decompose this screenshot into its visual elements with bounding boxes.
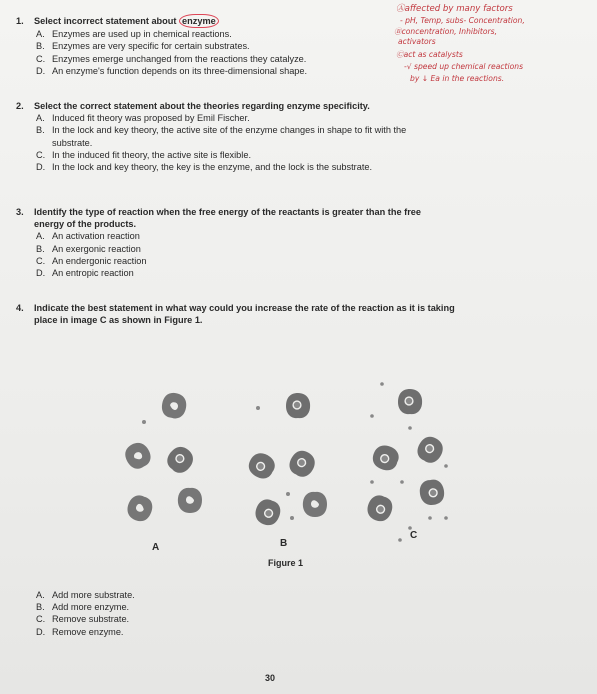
enzyme-group-b	[245, 393, 327, 528]
page-number: 30	[265, 673, 276, 683]
option[interactable]	[16, 589, 135, 601]
enzyme-substrate-complex	[370, 442, 402, 473]
handwritten-note: - pH, Temp, subs- Concentration,	[400, 16, 525, 25]
option-text: Enzymes are very specific for certain substrates.	[52, 41, 250, 52]
stem-text: Select incorrect statement about	[34, 16, 177, 26]
enzyme-substrate-complex	[414, 433, 448, 467]
question-4	[16, 302, 455, 326]
figure-label-c: C	[410, 530, 418, 541]
option-letter: D.	[36, 268, 46, 279]
question-4-stem	[16, 302, 455, 314]
enzyme-substrate-complex	[286, 393, 310, 418]
option[interactable]	[16, 65, 307, 77]
option-text: Enzymes are used up in chemical reactions.	[52, 29, 232, 40]
option[interactable]	[16, 149, 406, 161]
option-letter: C.	[36, 149, 46, 160]
option-letter: B.	[36, 243, 45, 254]
handwritten-note: activators	[398, 37, 436, 46]
option-letter: D.	[36, 65, 46, 76]
option-text: Remove enzyme.	[52, 626, 124, 637]
option-letter: D.	[36, 626, 46, 637]
option-text: Add more substrate.	[52, 590, 135, 600]
option-text: In the lock and key theory, the active site of the enzyme changes in shape to fit with the	[52, 125, 407, 136]
question-1-stem	[16, 14, 307, 28]
enzyme-substrate-complex	[252, 496, 283, 528]
option-text: substrate.	[52, 137, 93, 148]
figure-caption: Figure 1	[268, 558, 304, 568]
substrate-dot	[290, 516, 294, 520]
option[interactable]	[16, 267, 421, 279]
option-text: An activation reaction	[52, 231, 140, 242]
option-letter: A.	[36, 231, 45, 242]
option[interactable]	[16, 40, 307, 52]
question-3	[16, 206, 421, 279]
option-text: An entropic reaction	[52, 268, 134, 279]
substrate-dot	[400, 480, 404, 484]
option-letter: B.	[36, 602, 45, 613]
option-text: Add more enzyme.	[52, 602, 130, 613]
handwritten-note: -√ speed up chemical reactions	[404, 62, 524, 71]
enzyme-substrate-complex	[418, 478, 446, 507]
option-letter: A.	[36, 590, 45, 600]
enzyme-shape	[121, 439, 155, 473]
option[interactable]	[16, 124, 406, 136]
question-2	[16, 100, 406, 173]
enzyme-shape	[160, 391, 188, 420]
option[interactable]	[16, 243, 421, 255]
question-1	[16, 14, 307, 77]
enzyme-substrate-complex	[245, 449, 279, 483]
option-text: Remove substrate.	[52, 614, 130, 625]
substrate-dot	[142, 420, 146, 424]
stem-text: Select the correct statement about the theories regarding enzyme specificity.	[34, 101, 370, 111]
option-letter: C.	[36, 255, 46, 266]
option[interactable]	[16, 626, 135, 638]
option-letter: A.	[36, 29, 45, 40]
question-3-stem-cont: energy of the products.	[34, 219, 137, 230]
option[interactable]	[16, 601, 135, 613]
question-number: 1.	[16, 16, 24, 26]
enzyme-substrate-complex	[163, 442, 198, 477]
enzyme-group-a	[121, 391, 202, 524]
substrate-dot	[370, 414, 374, 418]
option[interactable]	[16, 230, 421, 242]
stem-text: Identify the type of reaction when the free energy of the reactants is greater than the free	[34, 207, 421, 217]
substrate-dot	[444, 464, 448, 468]
handwritten-note: Ⓐaffected by many factors	[396, 4, 513, 14]
circled-word: enzyme	[179, 14, 219, 28]
option-text: An enzyme's function depends on its three-dimensional shape.	[52, 65, 308, 76]
option-letter: B.	[36, 125, 45, 136]
substrate-dot	[286, 492, 290, 496]
option-text: In the induced fit theory, the active site is flexible.	[52, 149, 251, 160]
figure-1	[110, 378, 470, 578]
question-number: 2.	[16, 101, 24, 111]
option-text: An exergonic reaction	[52, 243, 141, 254]
option-letter: A.	[36, 113, 45, 124]
option[interactable]	[16, 161, 406, 173]
option-letter: D.	[36, 162, 46, 173]
substrate-dot	[398, 538, 402, 542]
question-4-stem-cont: place in image C as shown in Figure 1.	[34, 315, 203, 326]
enzyme-shape	[303, 492, 327, 517]
question-3-stem	[16, 206, 421, 218]
substrate-dot	[256, 406, 260, 410]
option-text: An endergonic reaction	[52, 255, 147, 266]
option-letter: B.	[36, 41, 45, 52]
option-text: In the lock and key theory, the key is the enzyme, and the lock is the substrate.	[52, 162, 373, 173]
option[interactable]	[16, 112, 406, 124]
option-text: Enzymes emerge unchanged from the reactions they catalyze.	[52, 53, 307, 64]
option-text: Induced fit theory was proposed by Emil Fischer.	[52, 113, 250, 124]
handwritten-note: by ↓ Ea in the reactions.	[410, 74, 505, 83]
figure-label-a: A	[152, 542, 160, 553]
option[interactable]	[16, 255, 421, 267]
option[interactable]	[16, 53, 307, 65]
question-number: 3.	[16, 207, 24, 217]
substrate-dot	[408, 426, 412, 430]
option-continued	[16, 137, 406, 149]
substrate-dot	[370, 480, 374, 484]
substrate-dot	[428, 516, 432, 520]
option[interactable]	[16, 613, 135, 625]
handwritten-note: Ⓑconcentration, Inhibitors,	[394, 27, 498, 36]
handwritten-note: Ⓒact as catalysts	[396, 50, 463, 59]
question-2-stem	[16, 100, 406, 112]
substrate-dot	[380, 382, 384, 386]
substrate-dot	[444, 516, 448, 520]
enzyme-substrate-complex	[398, 389, 422, 414]
enzyme-shape	[178, 488, 202, 513]
option-letter: C.	[36, 614, 46, 625]
stem-text: Indicate the best statement in what way could you increase the rate of the reaction as it is taking	[34, 303, 455, 313]
enzyme-substrate-complex	[286, 447, 320, 481]
option[interactable]	[16, 28, 307, 40]
option-letter: C.	[36, 53, 46, 64]
question-4-options	[16, 589, 135, 638]
question-number: 4.	[16, 303, 24, 313]
enzyme-substrate-complex	[364, 492, 395, 524]
figure-label-b: B	[280, 538, 288, 549]
enzyme-shape	[124, 492, 155, 524]
enzyme-group-c	[364, 382, 448, 542]
